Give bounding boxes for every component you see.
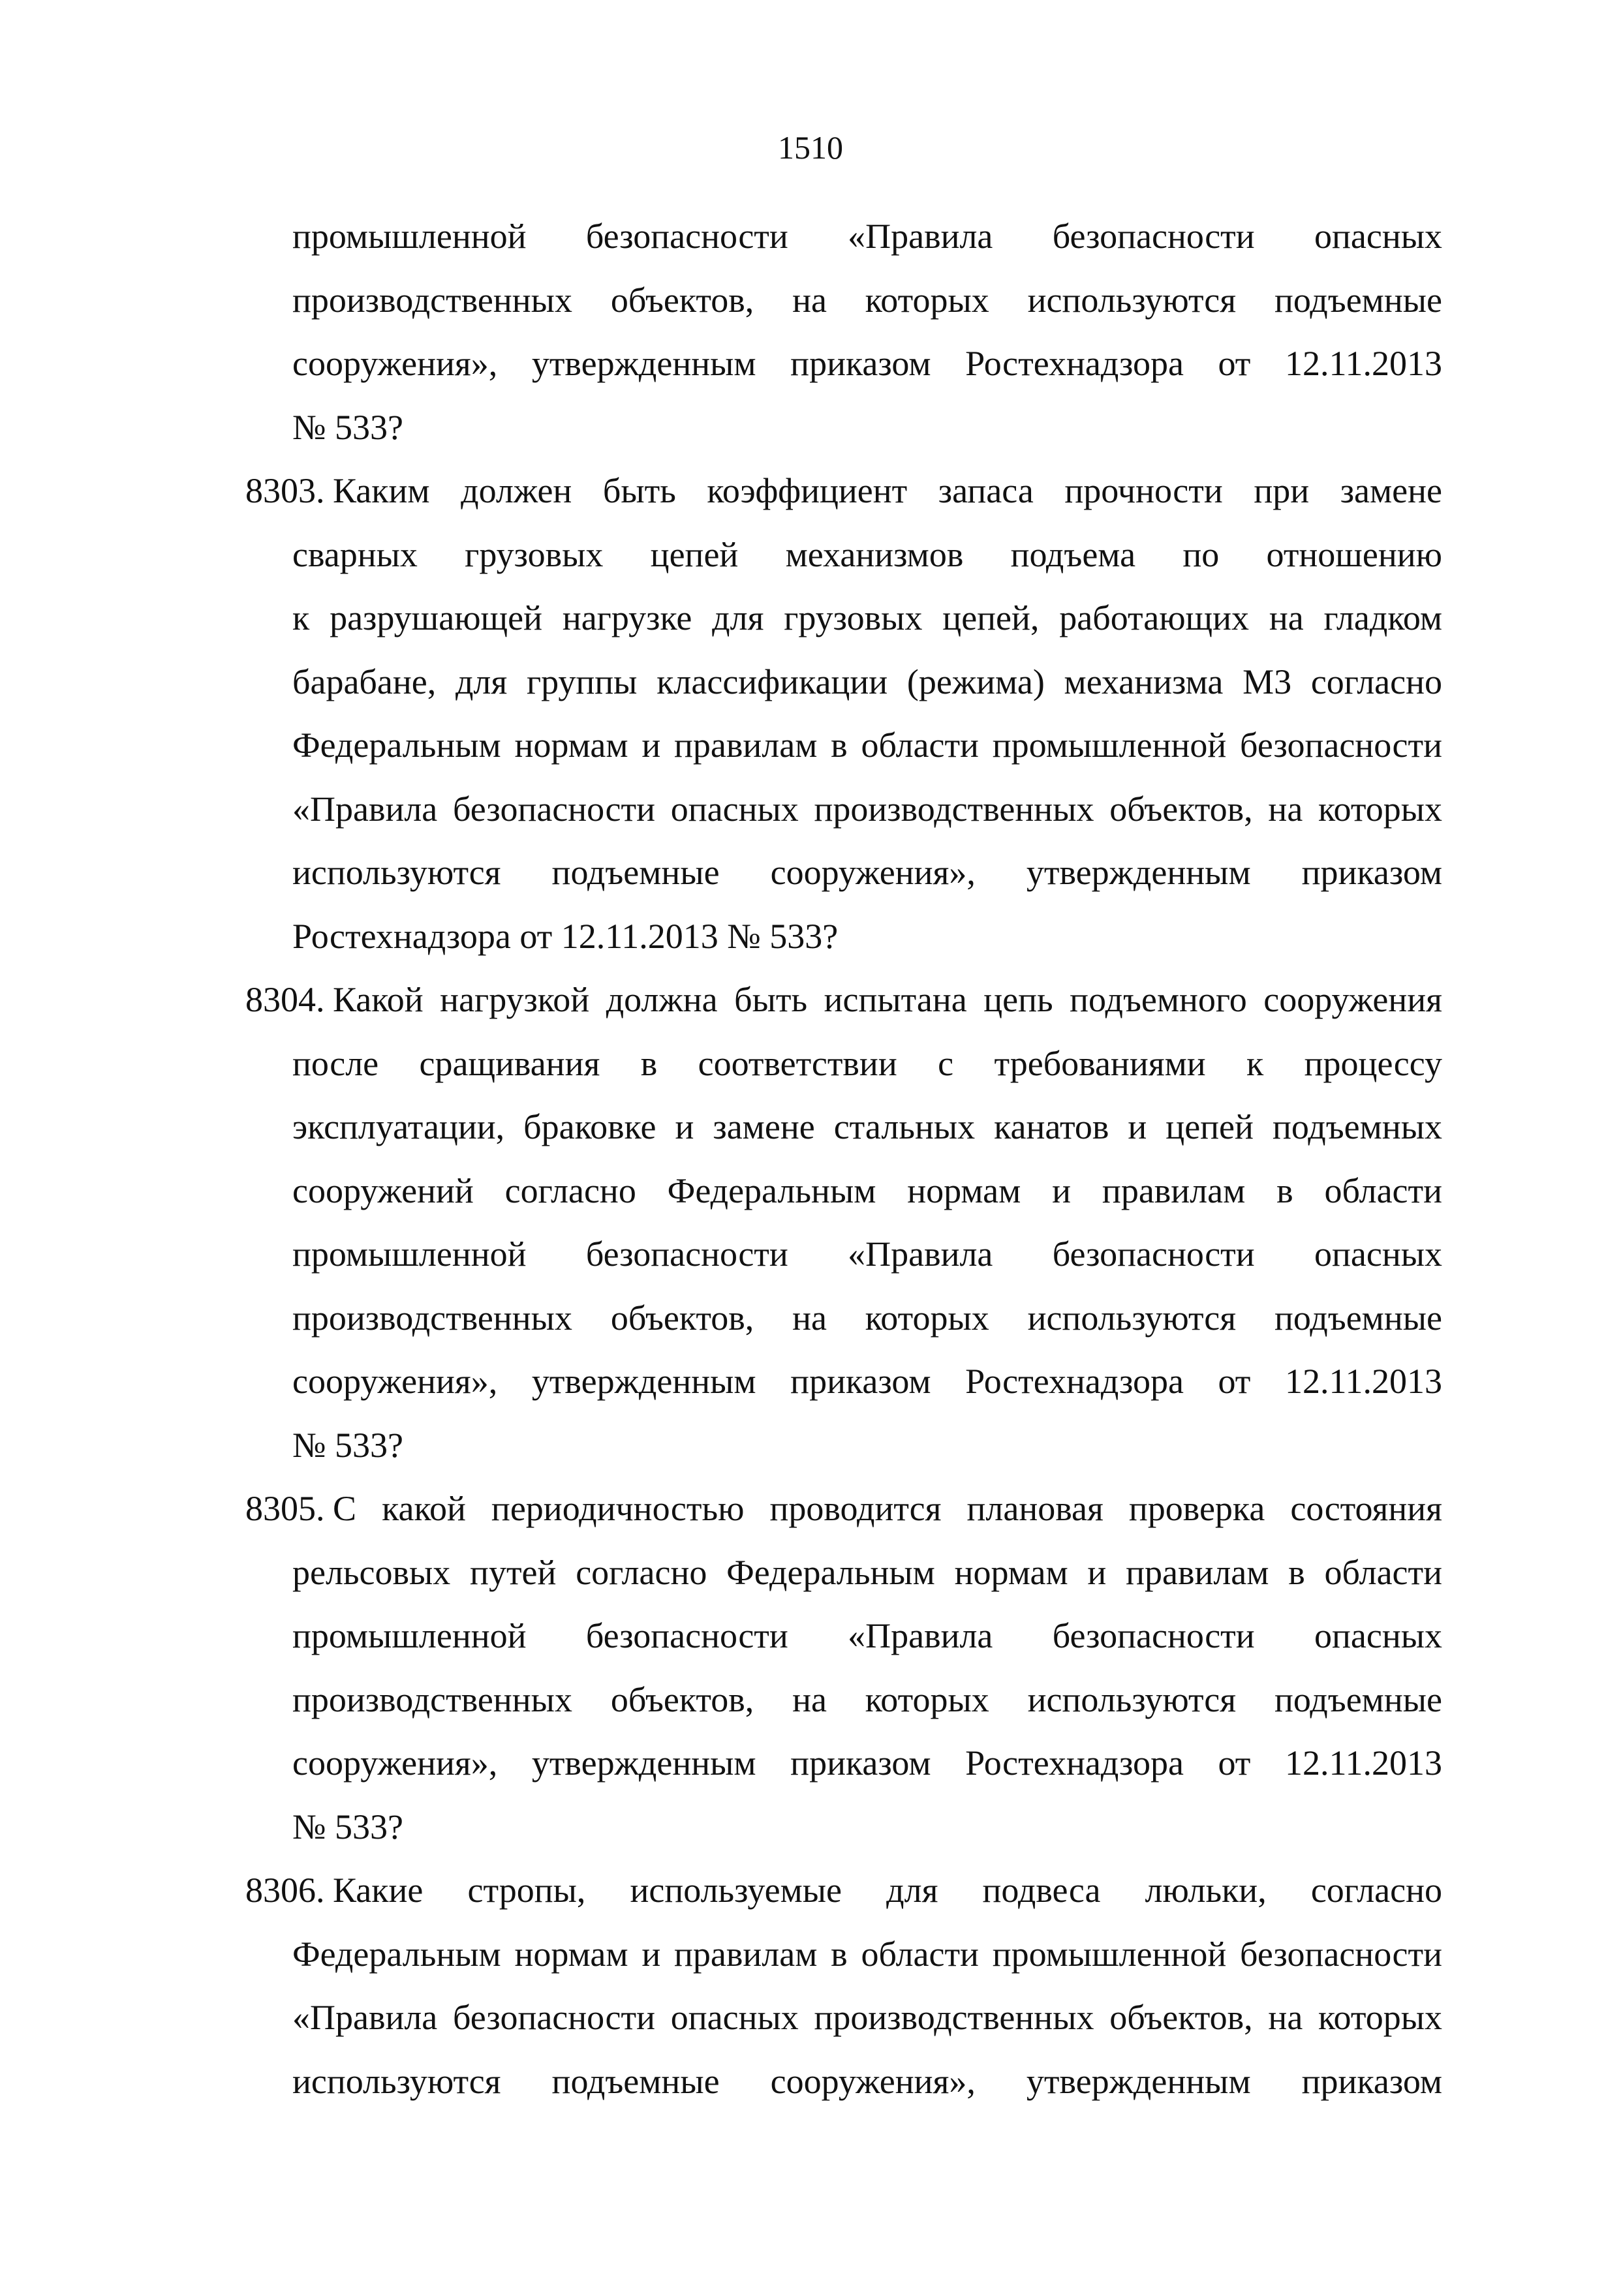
document-body: [245, 205, 1442, 2113]
text-line: Какие стропы, используемые для подвеса люльки, согласно: [333, 1871, 1442, 1910]
text-line: производственных объектов, на которых используются подъемные: [292, 1679, 1442, 1719]
continued-question: [245, 205, 1442, 459]
text-line: после сращивания в соответствии с требованиями к процессу: [292, 1043, 1442, 1083]
text-line: сооружения», утвержденным приказом Ростехнадзора от 12.11.2013: [292, 1743, 1442, 1783]
text-line: «Правила безопасности опасных производственных объектов, на которых: [292, 1998, 1442, 2037]
question-number: 8305.: [245, 1489, 325, 1528]
question-number: 8306.: [245, 1871, 325, 1910]
question-first-line: [245, 1477, 1442, 1541]
text-line: рельсовых путей согласно Федеральным нормам и правилам в области: [292, 1552, 1442, 1592]
text-line: Какой нагрузкой должна быть испытана цепь подъемного сооружения: [333, 980, 1442, 1019]
question-item: [245, 1477, 1442, 1859]
text-line: к разрушающей нагрузке для грузовых цепей, работающих на гладком: [292, 598, 1442, 637]
text-line: промышленной безопасности «Правила безопасности опасных: [292, 217, 1442, 256]
page-number: 1510: [778, 129, 843, 166]
question-first-line: [245, 1859, 1442, 1923]
question-number: 8304.: [245, 980, 325, 1019]
question-first-line: [245, 968, 1442, 1032]
text-line: № 533?: [292, 1425, 403, 1465]
text-line: «Правила безопасности опасных производственных объектов, на которых: [292, 789, 1442, 829]
text-line: сооружения», утвержденным приказом Ростехнадзора от 12.11.2013: [292, 1362, 1442, 1401]
text-line: сварных грузовых цепей механизмов подъема по отношению: [292, 534, 1442, 574]
text-line: сооружения», утвержденным приказом Ростехнадзора от 12.11.2013: [292, 344, 1442, 383]
text-line: эксплуатации, браковке и замене стальных канатов и цепей подъемных: [292, 1107, 1442, 1146]
text-line: барабане, для группы классификации (режима) механизма М3 согласно: [292, 662, 1442, 701]
text-line: используются подъемные сооружения», утвержденным приказом: [292, 853, 1442, 892]
question-number: 8303.: [245, 471, 325, 510]
question-item: [245, 968, 1442, 1477]
text-line: Ростехнадзора от 12.11.2013 № 533?: [292, 916, 839, 956]
text-line: Федеральным нормам и правилам в области промышленной безопасности: [292, 726, 1442, 765]
text-line: Каким должен быть коэффициент запаса прочности при замене: [333, 471, 1442, 510]
text-line: производственных объектов, на которых используются подъемные: [292, 280, 1442, 320]
text-line: используются подъемные сооружения», утвержденным приказом: [292, 2061, 1442, 2101]
question-item: [245, 459, 1442, 968]
text-line: № 533?: [292, 407, 403, 447]
question-item: [245, 1859, 1442, 2113]
text-line: С какой периодичностью проводится плановая проверка состояния: [333, 1489, 1442, 1528]
text-line: № 533?: [292, 1807, 403, 1846]
text-line: производственных объектов, на которых используются подъемные: [292, 1298, 1442, 1338]
text-line: сооружений согласно Федеральным нормам и правилам в области: [292, 1171, 1442, 1210]
text-line: промышленной безопасности «Правила безопасности опасных: [292, 1234, 1442, 1274]
text-line: промышленной безопасности «Правила безопасности опасных: [292, 1616, 1442, 1655]
question-first-line: [245, 459, 1442, 523]
text-line: Федеральным нормам и правилам в области промышленной безопасности: [292, 1934, 1442, 1974]
